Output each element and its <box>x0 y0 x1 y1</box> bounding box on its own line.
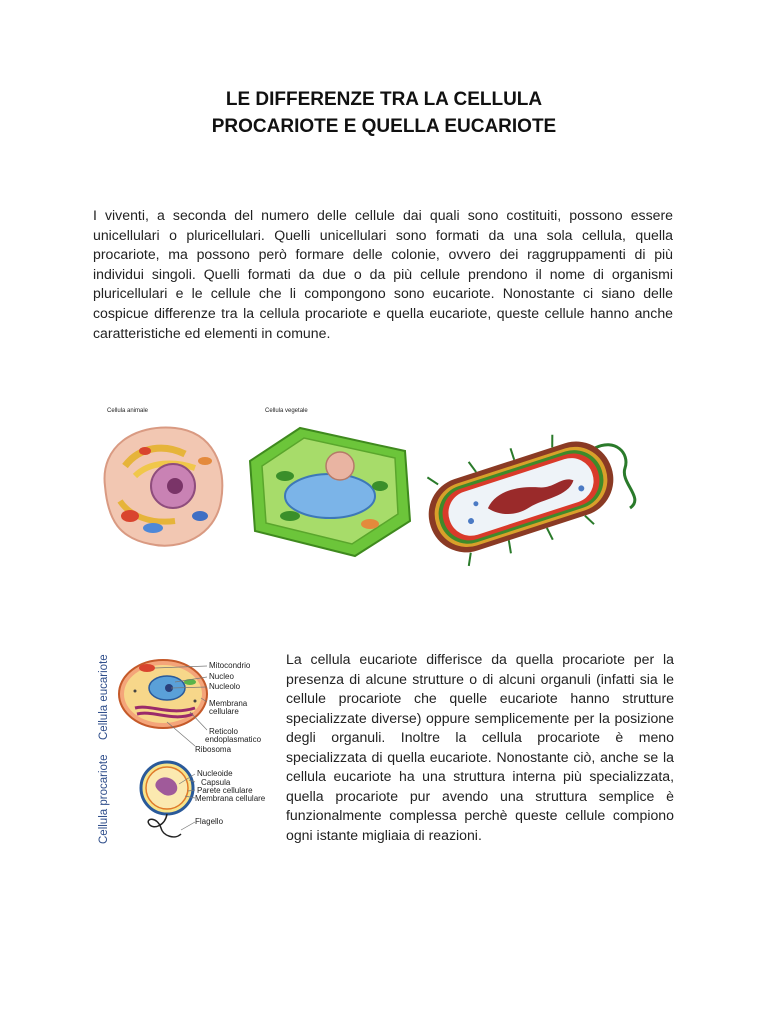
label-capsula: Capsula <box>201 778 231 787</box>
eukaryote-vertical-label: Cellula eucariote <box>98 654 110 740</box>
cell-comparison-diagram <box>95 646 270 846</box>
cell-illustrations <box>95 398 635 570</box>
label-mitocondrio: Mitocondrio <box>209 661 251 670</box>
label-nucleo: Nucleo <box>209 672 234 681</box>
label-membrana-2: cellulare <box>209 707 239 716</box>
title-line-1: LE DIFFERENZE TRA LA CELLULA <box>225 89 543 110</box>
animal-cell-label: Cellula animale <box>107 408 149 414</box>
plant-cell-label: Cellula vegetale <box>265 408 308 414</box>
comparison-paragraph: La cellula eucariote differisce da quella procariote per la presenza di alcune strutture o di alcuni organuli (infatti sia le cellule procariote che quelle eucariote hanno strutture specializzate diverse) oppure semplicemente per la posizione degli organuli. Inoltre la cellula procariote è meno specializzata di quella eucariote. Nonostante ciò, anche se la cellula eucariote ha una struttura interna più specializzata, quella procariote pur avendo una struttura semplice è funzionalmente complessa perchè queste cellule compiono ogni istante migliaia di reazioni. <box>286 651 674 843</box>
label-ribosoma: Ribosoma <box>195 745 232 754</box>
title-line-2: PROCARIOTE E QUELLA EUCARIOTE <box>211 116 557 137</box>
page-title <box>0 86 768 140</box>
label-reticolo-1: Reticolo <box>209 727 238 736</box>
label-parete: Parete cellulare <box>197 786 253 795</box>
label-nucleoide: Nucleoide <box>197 769 233 778</box>
label-membrana-1: Membrana <box>209 699 248 708</box>
prokaryote-vertical-label: Cellula procariote <box>98 754 110 844</box>
animal-cell-illustration <box>95 406 230 556</box>
bacterium-illustration <box>415 408 645 568</box>
plant-cell-illustration <box>240 406 415 566</box>
label-membrana-cellulare: Membrana cellulare <box>195 794 266 803</box>
intro-paragraph: I viventi, a seconda del numero delle cellule dai quali sono costituiti, possono essere unicellulari o pluricellulari. Quelli unicellulari sono formati da una sola cellula, quella procariote, ma possono però formare delle colonie, ovvero dei raggruppamenti di più individui singoli. Quelli formati da due o da più cellule prendono il nome di organismi pluricellulari e le cellule che li compongono sono eucariote. Nonostante ci siano delle cospicue differenze tra la cellula procariote e quella eucariote, queste cellule hanno anche caratteristiche ed elementi in comune. <box>93 207 673 341</box>
label-nucleolo: Nucleolo <box>209 682 241 691</box>
label-flagello: Flagello <box>195 817 224 826</box>
label-reticolo-2: endoplasmatico <box>205 735 262 744</box>
